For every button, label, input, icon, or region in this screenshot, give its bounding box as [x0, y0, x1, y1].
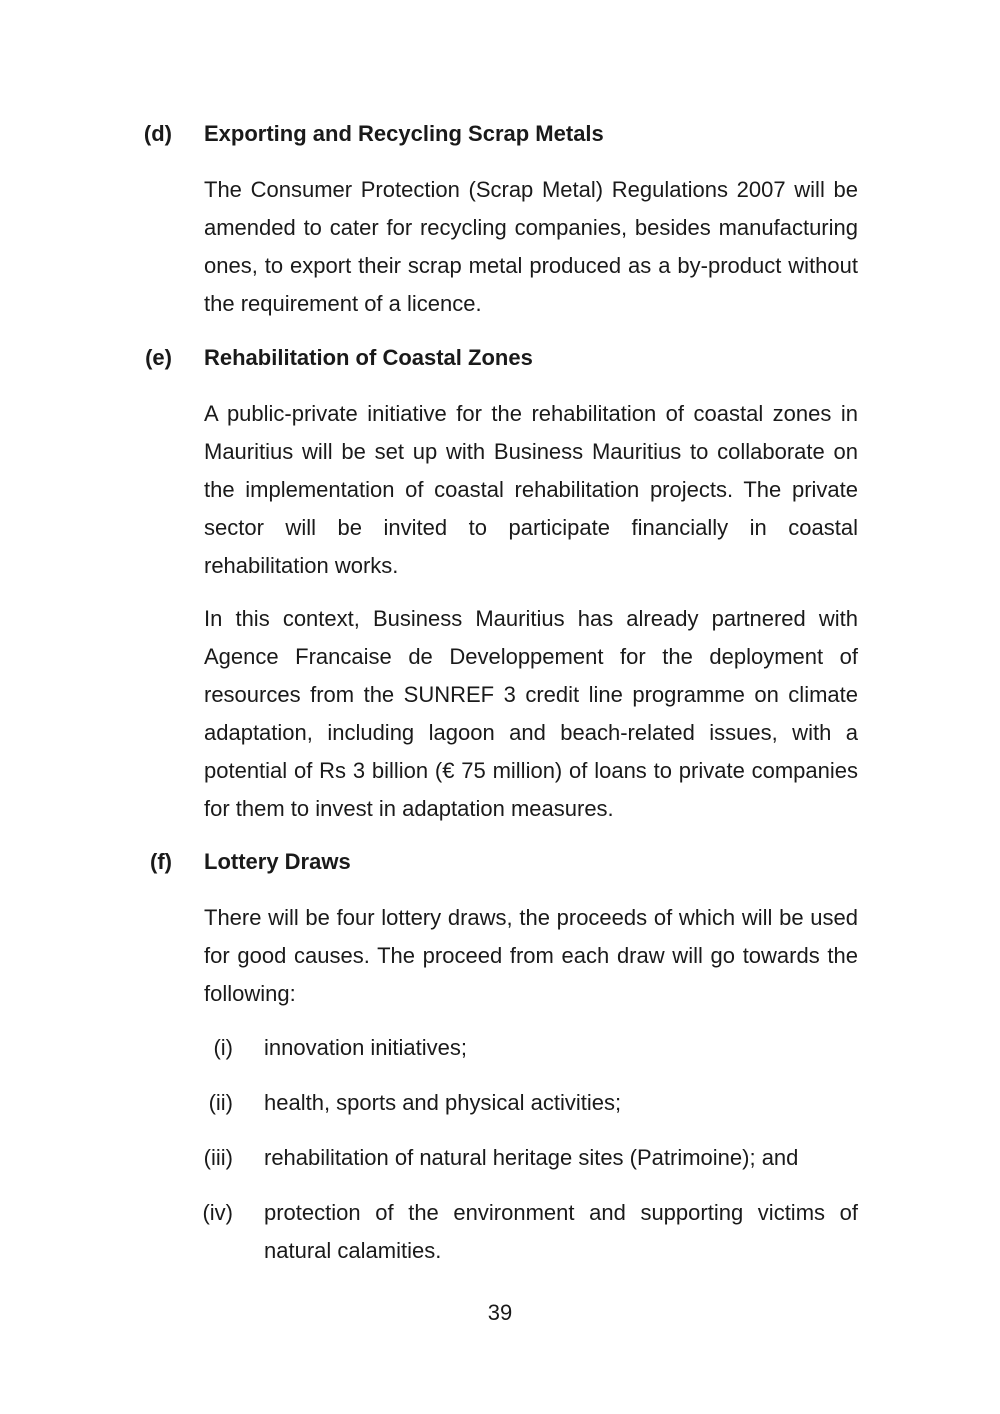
list-item-text: rehabilitation of natural heritage sites (Patrimoine); and: [264, 1145, 799, 1170]
list-item-text: protection of the environment and supporting victims of natural calamities.: [264, 1200, 858, 1263]
section-label: (d): [143, 121, 172, 146]
list-item-text: health, sports and physical activities;: [264, 1090, 622, 1115]
section-label: (e): [145, 345, 172, 370]
list-item-number: (iii): [203, 1145, 233, 1170]
page-number: 39: [487, 1300, 513, 1325]
section-heading: Lottery Draws: [204, 849, 351, 874]
paragraph: The Consumer Protection (Scrap Metal) Regulations 2007 will be amended to cater for recycling companies, besides manufacturing ones, to export their scrap metal produced as a by-product without the requirement of a licence.: [204, 177, 858, 316]
list-item-number: (ii): [208, 1090, 233, 1115]
section-heading: Rehabilitation of Coastal Zones: [204, 345, 533, 370]
list-item-number: (iv): [202, 1200, 233, 1225]
paragraph: There will be four lottery draws, the proceeds of which will be used for good causes. The proceed from each draw will go towards the following:: [204, 905, 858, 1006]
section-heading: Exporting and Recycling Scrap Metals: [204, 121, 604, 146]
section-label: (f): [150, 849, 172, 874]
paragraph: A public-private initiative for the rehabilitation of coastal zones in Mauritius will be set up with Business Mauritius to collaborate on the implementation of coastal rehabilitation projects. The private sector will be invited to participate financially in coastal rehabilitation works.: [204, 401, 858, 578]
paragraph: In this context, Business Mauritius has already partnered with Agence Francaise de Developpement for the deployment of resources from the SUNREF 3 credit line programme on climate adaptation, including lagoon and beach-related issues, with a potential of Rs 3 billion (€ 75 million) of loans to private companies for them to invest in adaptation measures.: [204, 606, 858, 821]
list-item-text: innovation initiatives;: [264, 1035, 468, 1060]
list-item-number: (i): [213, 1035, 233, 1060]
